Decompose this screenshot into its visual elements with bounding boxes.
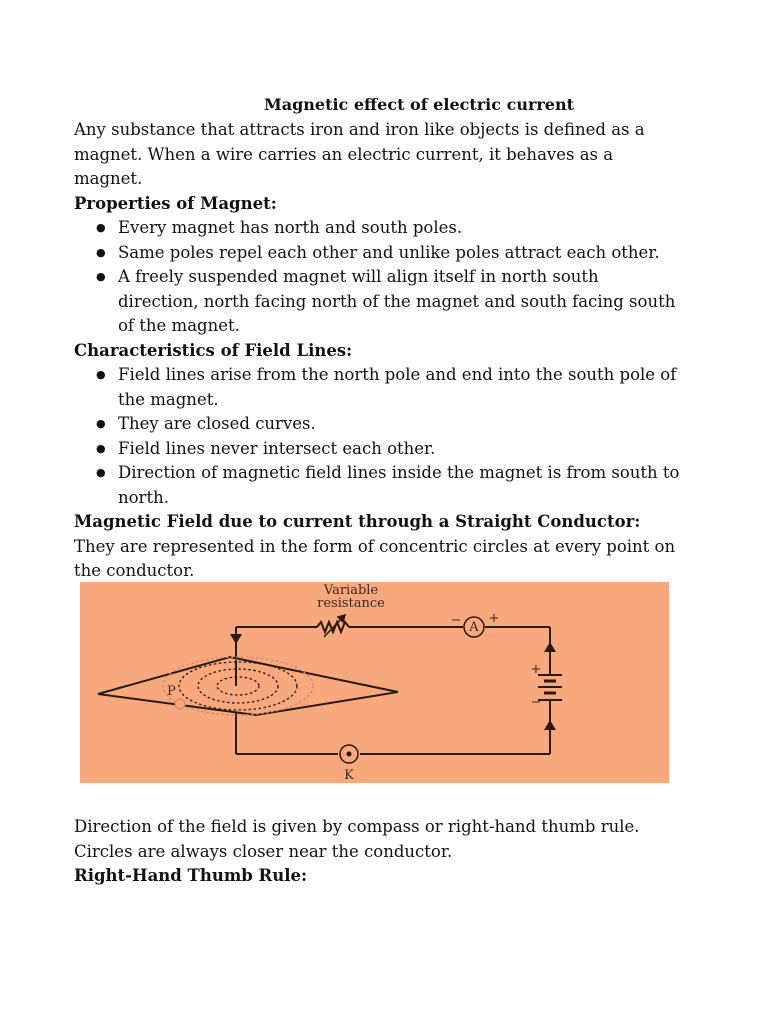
field-lines-list [74,363,684,510]
list-item: ● Every magnet has north and south poles. [118,216,684,241]
list-item: ● Field lines never intersect each other. [118,437,684,462]
straight-conductor-heading: Magnetic Field due to current through a Straight Conductor: [74,512,641,531]
straight-conductor-text: They are represented in the form of concentric circles at every point on the conductor. [74,536,676,580]
field-lines-heading: Characteristics of Field Lines: [74,340,353,360]
compass-icon [175,699,185,709]
list-item: ● Field lines arise from the north pole and end into the south pole of the magnet. [118,363,684,412]
page-title: Magnetic effect of electric current [264,95,575,114]
body-top [74,118,684,584]
right-hand-thumb-rule-heading: Right-Hand Thumb Rule: [74,866,308,885]
ammeter-label: A [469,620,479,635]
list-item: ● Direction of magnetic field lines inside the magnet is from south to north. [118,461,684,510]
ammeter-plus: + [488,611,500,626]
battery-icon [538,675,562,700]
body-bottom [74,815,684,889]
properties-heading: Properties of Magnet: [74,193,277,213]
cardboard-plane [98,657,398,715]
field-direction-text: Direction of the field is given by compass or right-hand thumb rule. [74,817,640,836]
list-item: ● A freely suspended magnet will align itself in north south direction, north facing north of the magnet and south facing south of the magnet. [118,265,684,339]
circuit-svg [80,582,669,783]
battery-minus: − [530,695,542,710]
battery-plus: + [530,662,542,677]
resistance-label: resistance [317,596,385,611]
ammeter-minus: − [450,613,462,628]
circles-closer-text: Circles are always closer near the conductor. [74,841,453,861]
properties-list [74,216,684,339]
key-label: K [344,768,354,783]
list-item: ● They are closed curves. [118,412,684,437]
point-p-label: P [167,684,176,699]
circuit-diagram [80,582,669,783]
list-item: ● Same poles repel each other and unlike poles attract each other. [118,241,684,266]
variable-label: Variable [323,583,379,598]
intro-paragraph: Any substance that attracts iron and iron like objects is defined as a magnet. When a wire carries an electric current, it behaves as a magnet. [74,120,645,188]
